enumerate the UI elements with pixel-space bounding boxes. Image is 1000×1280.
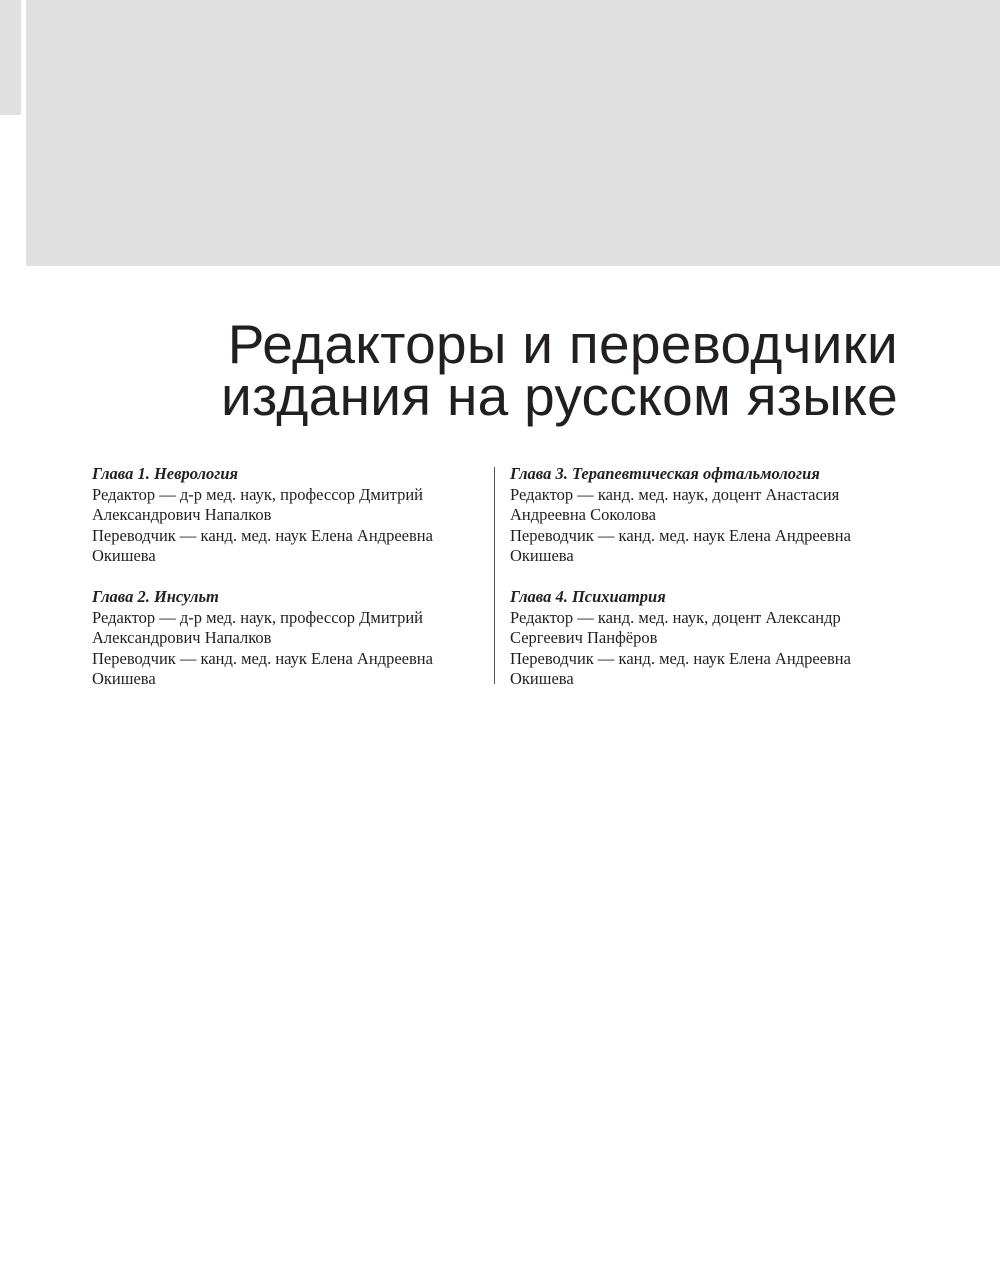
- right-column: [510, 464, 910, 690]
- chapter-4-heading: Глава 4. Психиатрия: [510, 587, 666, 606]
- chapter-3-heading: Глава 3. Терапевтическая офтальмология: [510, 464, 820, 483]
- chapter-3: [510, 464, 910, 567]
- header-gray-band: [26, 0, 1000, 266]
- chapter-4-editor: Редактор — канд. мед. наук, доцент Александр Сергеевич Панфёров: [510, 607, 841, 647]
- chapter-4: [510, 587, 910, 690]
- chapter-3-translator: Переводчик — канд. мед. наук Елена Андреевна Окишева: [510, 525, 851, 565]
- chapter-2-editor: Редактор — д-р мед. наук, профессор Дмитрий Александрович Напалков: [92, 607, 423, 647]
- page-title-line-2: издания на русском языке: [220, 365, 898, 427]
- chapter-1-editor: Редактор — д-р мед. наук, профессор Дмитрий Александрович Напалков: [92, 484, 423, 524]
- page-title-line-1: Редакторы и переводчики: [227, 313, 898, 375]
- chapter-2-heading: Глава 2. Инсульт: [92, 587, 219, 606]
- chapter-1-heading: Глава 1. Неврология: [92, 464, 239, 483]
- chapter-2: [92, 587, 487, 690]
- chapter-1-translator: Переводчик — канд. мед. наук Елена Андреевна Окишева: [92, 525, 433, 565]
- chapter-3-editor: Редактор — канд. мед. наук, доцент Анастасия Андреевна Соколова: [510, 484, 840, 524]
- chapter-2-translator: Переводчик — канд. мед. наук Елена Андреевна Окишева: [92, 648, 433, 688]
- chapter-4-translator: Переводчик — канд. мед. наук Елена Андреевна Окишева: [510, 648, 851, 688]
- chapter-1: [92, 464, 487, 567]
- column-divider: [494, 467, 495, 684]
- page-edge-tab: [0, 0, 21, 115]
- left-column: [92, 464, 487, 690]
- page-title: [138, 313, 898, 427]
